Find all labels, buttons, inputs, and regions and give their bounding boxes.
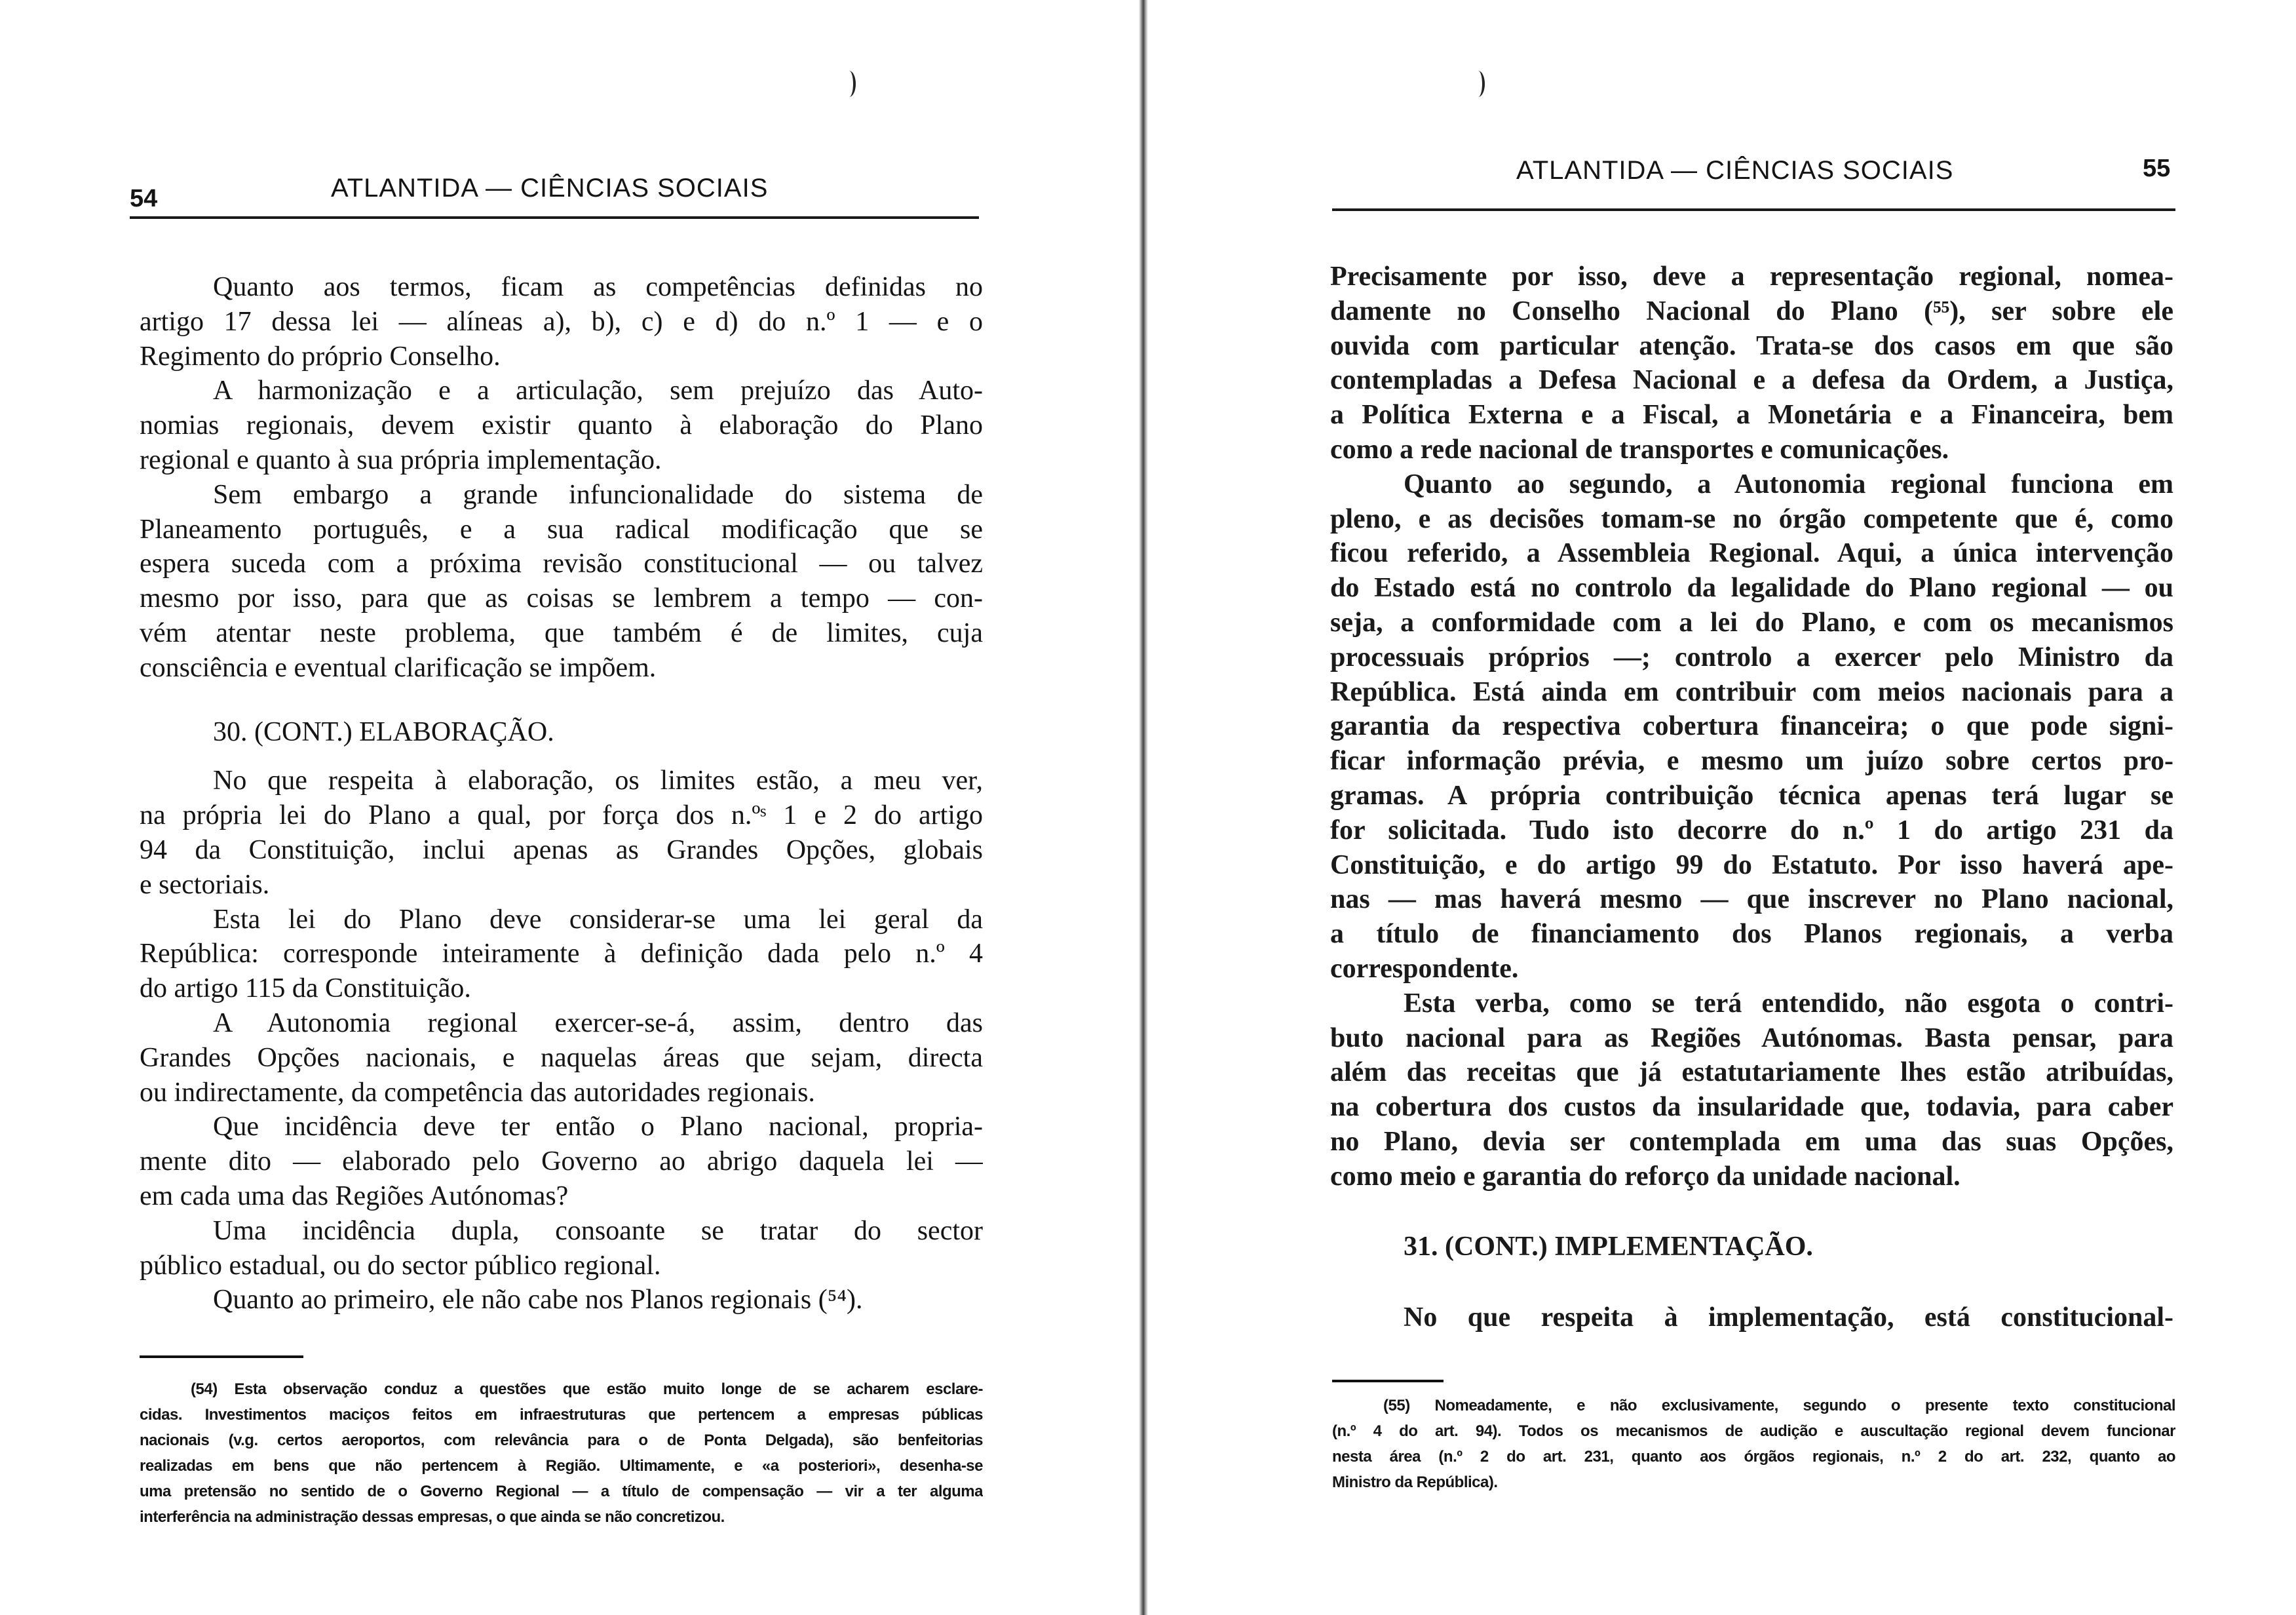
text-line: pleno, e as decisões tomam-se no órgão competente que é, como	[1330, 503, 2173, 534]
footnote-line: interferência na administração dessas empresas, o que ainda se não concretizou.	[140, 1508, 725, 1526]
text-line: vém atentar neste problema, que também é de limites, cuja	[140, 617, 983, 648]
text-line: como meio e garantia do reforço da unidade nacional.	[1330, 1161, 1961, 1192]
header-rule	[130, 216, 979, 219]
footnote	[140, 1376, 983, 1530]
text-line: Uma incidência dupla, consoante se tratar do sector	[213, 1215, 983, 1246]
footnote-line: (55) Nomeadamente, e não exclusivamente, segundo o presente texto constitucional	[1383, 1397, 2175, 1414]
text-line: damente no Conselho Nacional do Plano (⁵⁵), ser sobre ele	[1330, 296, 2173, 326]
text-line: público estadual, ou do sector público regional.	[140, 1250, 661, 1281]
paragraph	[140, 1214, 983, 1283]
paragraph	[140, 478, 983, 686]
header-rule	[1332, 208, 2175, 211]
text-line: artigo 17 dessa lei — alíneas a), b), c) e d) do n.º 1 — e o	[140, 306, 983, 337]
text-line: República. Está ainda em contribuir com meios nacionais para a	[1330, 676, 2173, 707]
text-line: Constituição, e do artigo 99 do Estatuto. Por isso haverá ape-	[1330, 849, 2173, 880]
footnote-line: nacionais (v.g. certos aeroportos, com relevância para o de Ponta Delgada), são benfeitorias	[140, 1431, 983, 1449]
text-line: e sectoriais.	[140, 869, 270, 900]
text-line: República: corresponde inteiramente à definição dada pelo n.º 4	[140, 939, 983, 969]
footnote-line: (54) Esta observação conduz a questões que estão muito longe de se acharem esclare-	[191, 1380, 983, 1398]
text-line: como a rede nacional de transportes e comunicações.	[1330, 434, 1949, 465]
text-line: No que respeita à implementação, está constitucional-	[1404, 1302, 2173, 1333]
text-line: ouvida com particular atenção. Trata-se dos casos em que são	[1330, 330, 2173, 361]
running-head: ATLANTIDA — CIÊNCIAS SOCIAIS	[1516, 156, 1954, 185]
text-line: do artigo 115 da Constituição.	[140, 973, 471, 1004]
book-spine	[1139, 0, 1148, 1615]
text-line: Esta lei do Plano deve considerar-se uma lei geral da	[213, 904, 983, 935]
text-line: a título de financiamento dos Planos regionais, a verba	[1330, 919, 2173, 950]
text-line: mente dito — elaborado pelo Governo ao abrigo daquela lei —	[140, 1146, 983, 1177]
text-line: espera suceda com a próxima revisão constitucional — ou talvez	[140, 549, 983, 579]
text-line: regional e quanto à sua própria implementação.	[140, 444, 662, 475]
text-line: Que incidência deve ter então o Plano nacional, propria-	[213, 1112, 983, 1142]
text-line: ficou referido, a Assembleia Regional. Aqui, a única intervenção	[1330, 538, 2173, 569]
text-line: buto nacional para as Regiões Autónomas. Basta pensar, para	[1330, 1022, 2173, 1053]
section-heading	[140, 715, 983, 750]
text-line: consciência e eventual clarificação se impõem.	[140, 652, 657, 683]
text-line: 31. (CONT.) IMPLEMENTAÇÃO.	[1404, 1231, 1813, 1262]
text-line: processuais próprios —; controlo a exercer pelo Ministro da	[1330, 642, 2173, 672]
text-line: Quanto ao segundo, a Autonomia regional funciona em	[1404, 469, 2173, 499]
paragraph	[140, 903, 983, 1006]
text-line: em cada uma das Regiões Autónomas?	[140, 1180, 569, 1211]
paragraph	[1330, 986, 2173, 1194]
text-line: nas — mas haverá mesmo — que inscrever no Plano nacional,	[1330, 884, 2173, 915]
page-number: 55	[2143, 155, 2171, 182]
paragraph	[140, 1283, 983, 1317]
left-page	[0, 0, 1140, 1615]
text-line: Regimento do próprio Conselho.	[140, 341, 501, 372]
paragraph	[140, 1006, 983, 1110]
text-line: 30. (CONT.) ELABORAÇÃO.	[213, 716, 554, 747]
footnote-line: realizadas em bens que não pertencem à Região. Ultimamente, e «a posteriori», desenha-se	[140, 1457, 983, 1475]
paragraph	[1330, 260, 2173, 467]
footnote-line: cidas. Investimentos maciços feitos em infraestruturas que pertencem a empresas públicas	[140, 1406, 983, 1424]
text-line: A Autonomia regional exercer-se-á, assim, dentro das	[213, 1007, 983, 1038]
paragraph	[140, 1110, 983, 1213]
text-line: nomias regionais, devem existir quanto à elaboração do Plano	[140, 410, 983, 441]
text-line: Quanto ao primeiro, ele não cabe nos Planos regionais (⁵⁴).	[213, 1285, 863, 1315]
paragraph	[140, 270, 983, 374]
footnote-line: nesta área (n.º 2 do art. 231, quanto aos órgãos regionais, n.º 2 do art. 232, quanto ao	[1332, 1448, 2175, 1466]
text-line: Esta verba, como se terá entendido, não esgota o contri-	[1404, 988, 2173, 1019]
text-line: além das receitas que já estatutariamente lhes estão atribuídas,	[1330, 1057, 2173, 1088]
text-line: for solicitada. Tudo isto decorre do n.º 1 do artigo 231 da	[1330, 815, 2173, 846]
paragraph	[1330, 1300, 2173, 1335]
paragraph	[1330, 467, 2173, 986]
body-text	[140, 270, 983, 1317]
section-heading	[1330, 1230, 2173, 1264]
text-line: Quanto aos termos, ficam as competências definidas no	[213, 272, 983, 302]
footnote-line: (n.º 4 do art. 94). Todos os mecanismos de audição e auscultação regional devem funcionar	[1332, 1422, 2175, 1440]
text-line: Precisamente por isso, deve a representação regional, nomea-	[1330, 262, 2173, 292]
footnote-line: Ministro da República).	[1332, 1473, 1498, 1491]
text-line: na cobertura dos custos da insularidade que, todavia, para caber	[1330, 1092, 2173, 1123]
paragraph	[140, 764, 983, 902]
text-line: No que respeita à elaboração, os limites estão, a meu ver,	[213, 766, 983, 796]
text-line: gramas. A própria contribuição técnica apenas terá lugar se	[1330, 780, 2173, 811]
footnote-rule	[1332, 1380, 1444, 1382]
text-line: A harmonização e a articulação, sem prejuízo das Auto-	[213, 376, 983, 406]
running-head: ATLANTIDA — CIÊNCIAS SOCIAIS	[331, 174, 769, 203]
text-line: 94 da Constituição, inclui apenas as Grandes Opções, globais	[140, 834, 983, 865]
scan-mark	[1472, 71, 1485, 97]
text-line: do Estado está no controlo da legalidade do Plano regional — ou	[1330, 573, 2173, 604]
text-line: Sem embargo a grande infuncionalidade do sistema de	[213, 479, 983, 510]
page-number: 54	[130, 185, 158, 212]
text-line: mesmo por isso, para que as coisas se lembrem a tempo — con-	[140, 583, 983, 614]
text-line: correspondente.	[1330, 953, 1519, 984]
text-line: Grandes Opções nacionais, e naquelas áreas que sejam, directa	[140, 1042, 983, 1073]
paragraph	[140, 374, 983, 477]
text-line: Planeamento português, e a sua radical modificação que se	[140, 514, 983, 545]
text-line: a Política Externa e a Fiscal, a Monetária e a Financeira, bem	[1330, 400, 2173, 431]
body-text	[1330, 260, 2173, 1335]
text-line: ficar informação prévia, e mesmo um juízo sobre certos pro-	[1330, 746, 2173, 777]
text-line: no Plano, devia ser contemplada em uma das suas Opções,	[1330, 1126, 2173, 1157]
text-line: na própria lei do Plano a qual, por força dos n.ºˢ 1 e 2 do artigo	[140, 800, 983, 831]
text-line: garantia da respectiva cobertura financeira; o que pode signi-	[1330, 711, 2173, 742]
footnote-rule	[140, 1355, 303, 1358]
scan-mark	[843, 71, 856, 97]
right-page	[1153, 0, 2296, 1615]
footnote	[1332, 1393, 2175, 1495]
text-line: seja, a conformidade com a lei do Plano, e com os mecanismos	[1330, 607, 2173, 638]
text-line: ou indirectamente, da competência das autoridades regionais.	[140, 1077, 815, 1108]
footnote-line: uma pretensão no sentido de o Governo Regional — a título de compensação — vir a ter alguma	[140, 1483, 983, 1500]
text-line: contempladas a Defesa Nacional e a defesa da Ordem, a Justiça,	[1330, 365, 2173, 396]
